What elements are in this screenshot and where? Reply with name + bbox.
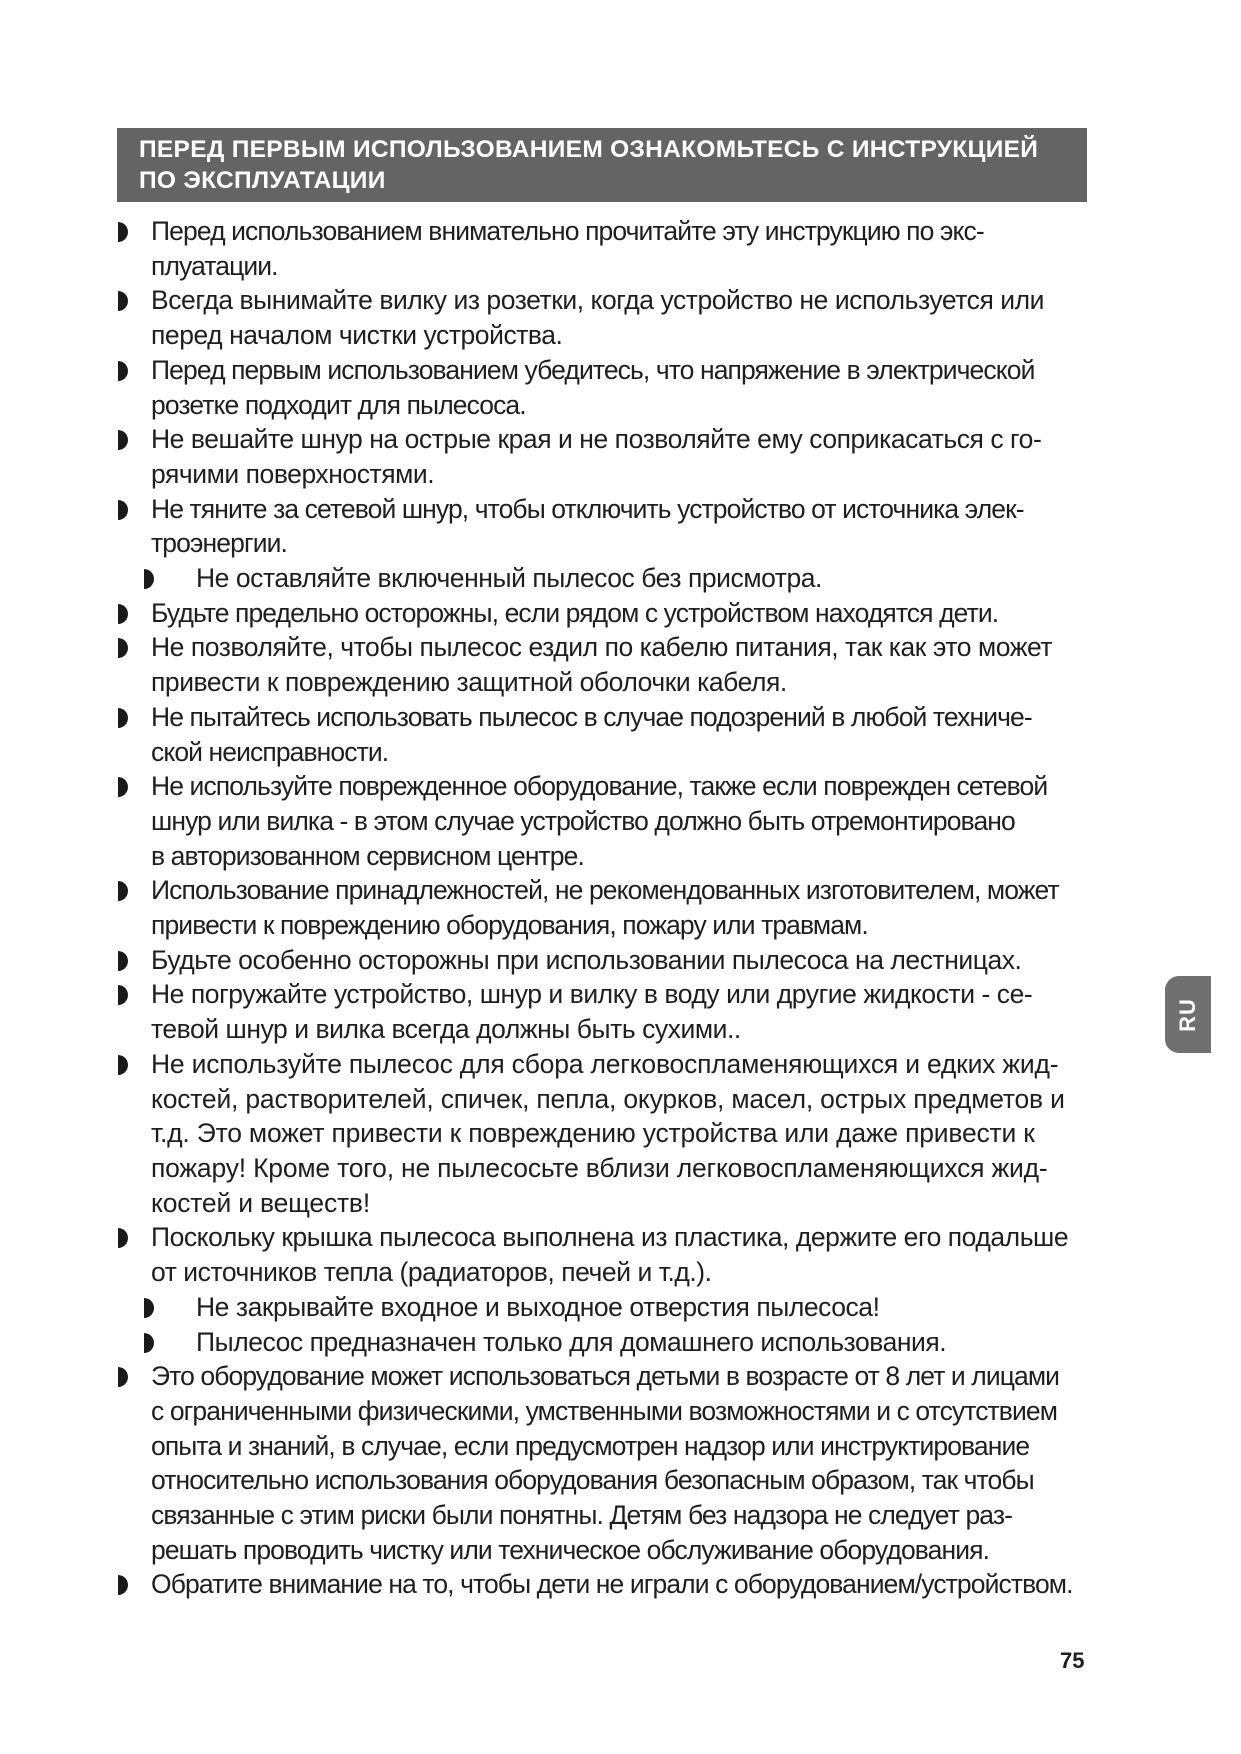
list-item-text: Не тяните за сетевой шнур, чтобы отключить устройство от источника элек- троэнергии. — [151, 493, 1024, 559]
bullet-icon — [144, 1333, 154, 1353]
bullet-icon — [118, 708, 128, 728]
list-item — [118, 422, 1118, 491]
list-item — [118, 769, 1118, 873]
language-tab — [1165, 976, 1211, 1053]
list-item-text: Поскольку крышка пылесоса выполнена из пластика, держите его подальше от источников тепла (радиаторов, печей и т.д.). — [151, 1222, 1069, 1288]
bullet-icon — [118, 951, 128, 971]
list-item-text: Обратите внимание на то, чтобы дети не играли с оборудованием/устройством. — [151, 1569, 1073, 1600]
list-item — [118, 630, 1118, 699]
list-item — [118, 1290, 1118, 1325]
list-item — [118, 977, 1118, 1046]
list-item — [118, 873, 1118, 942]
list-item — [118, 1567, 1118, 1602]
bullet-icon — [118, 500, 128, 520]
section-title-line-1: ПЕРЕД ПЕРВЫМ ИСПОЛЬЗОВАНИЕМ ОЗНАКОМЬТЕСЬ С ИНСТРУКЦИЕЙ — [139, 136, 1039, 163]
list-item-text: Всегда вынимайте вилку из розетки, когда устройство не используется или перед началом чистки устройства. — [151, 285, 1044, 351]
bullet-icon — [118, 604, 128, 624]
bullet-icon — [118, 361, 128, 381]
bullet-icon — [118, 777, 128, 797]
list-item — [118, 353, 1118, 422]
bullet-icon — [118, 985, 128, 1005]
bullet-icon — [118, 1367, 128, 1387]
bullet-icon — [118, 430, 128, 450]
list-item-text: Не оставляйте включенный пылесос без присмотра. — [196, 563, 822, 594]
list-item-text: Это оборудование может использоваться детьми в возрасте от 8 лет и лицами с ограниченными физическими, умственными возможностями и с отсутствием опыта и знаний, в случае, если предусмотрен надзор или инструктирование относительно использования оборудования безопасным образом, так чтобы связанные с этим риски были понятны. Детям без надзора не следует раз- решать проводить чистку или техническое обслуживание оборудования. — [151, 1361, 1060, 1565]
list-item-text: Перед первым использованием убедитесь, что напряжение в электрической розетке подходит для пылесоса. — [151, 354, 1035, 420]
bullet-icon — [118, 1228, 128, 1248]
bullet-icon — [118, 881, 128, 901]
list-item — [118, 283, 1118, 352]
bullet-icon — [118, 638, 128, 658]
list-item-text: Не вешайте шнур на острые края и не позволяйте ему соприкасаться с го- рячими поверхностями. — [151, 424, 1042, 489]
list-item — [118, 596, 1118, 631]
list-item — [118, 1325, 1118, 1360]
list-item — [118, 492, 1118, 561]
bullet-icon — [144, 569, 154, 589]
bullet-icon — [118, 291, 128, 311]
list-item-text: Будьте особенно осторожны при использовании пылесоса на лестницах. — [151, 944, 1022, 975]
list-item — [118, 214, 1118, 283]
bullet-icon — [118, 1575, 128, 1595]
safety-instructions-list — [118, 214, 1118, 1602]
list-item — [118, 1359, 1118, 1567]
list-item-text: Использование принадлежностей, не рекомендованных изготовителем, может привести к повреждению оборудования, пожару или травмам. — [151, 875, 1059, 941]
bullet-icon — [118, 1055, 128, 1075]
list-item-text: Не закрывайте входное и выходное отверстия пылесоса! — [196, 1291, 880, 1322]
page-number: 75 — [1060, 1648, 1085, 1673]
list-item-text: Не используйте поврежденное оборудование, также если поврежден сетевой шнур или вилка - в этом случае устройство должно быть отремонтировано в авторизованном сервисном центре. — [151, 771, 1048, 871]
list-item-text: Будьте предельно осторожны, если рядом с устройством находятся дети. — [151, 597, 999, 628]
list-item-text: Перед использованием внимательно прочитайте эту инструкцию по экс- плуатации. — [151, 216, 984, 281]
list-item-text: Не позволяйте, чтобы пылесос ездил по кабелю питания, так как это может привести к повреждению защитной оболочки кабеля. — [151, 632, 1053, 698]
list-item — [118, 943, 1118, 978]
list-item — [118, 700, 1118, 769]
bullet-icon — [118, 222, 128, 242]
section-title-line-2: ПО ЭКСПЛУАТАЦИИ — [139, 167, 386, 194]
list-item-text: Не погружайте устройство, шнур и вилку в воду или другие жидкости - се- тевой шнур и вилка всегда должны быть сухими.. — [151, 979, 1033, 1045]
list-item-text: Пылесос предназначен только для домашнего использования. — [196, 1326, 947, 1357]
bullet-icon — [144, 1298, 154, 1318]
list-item-text: Не используйте пылесос для сбора легковоспламеняющихся и едких жид- костей, растворителей, спичек, пепла, окурков, масел, острых предметов и т.д. Это может привести к повреждению устройства или даже привести к пожару! Кроме того, не пылесосьте вблизи легковоспламеняющихся жид- костей и веществ! — [151, 1048, 1065, 1218]
language-tab-label: RU — [1175, 997, 1200, 1032]
list-item-text: Не пытайтесь использовать пылесос в случае подозрений в любой техниче- ской неисправности. — [151, 701, 1032, 767]
list-item — [118, 1047, 1118, 1221]
list-item — [118, 561, 1118, 596]
section-header — [117, 128, 1087, 202]
list-item — [118, 1220, 1118, 1289]
